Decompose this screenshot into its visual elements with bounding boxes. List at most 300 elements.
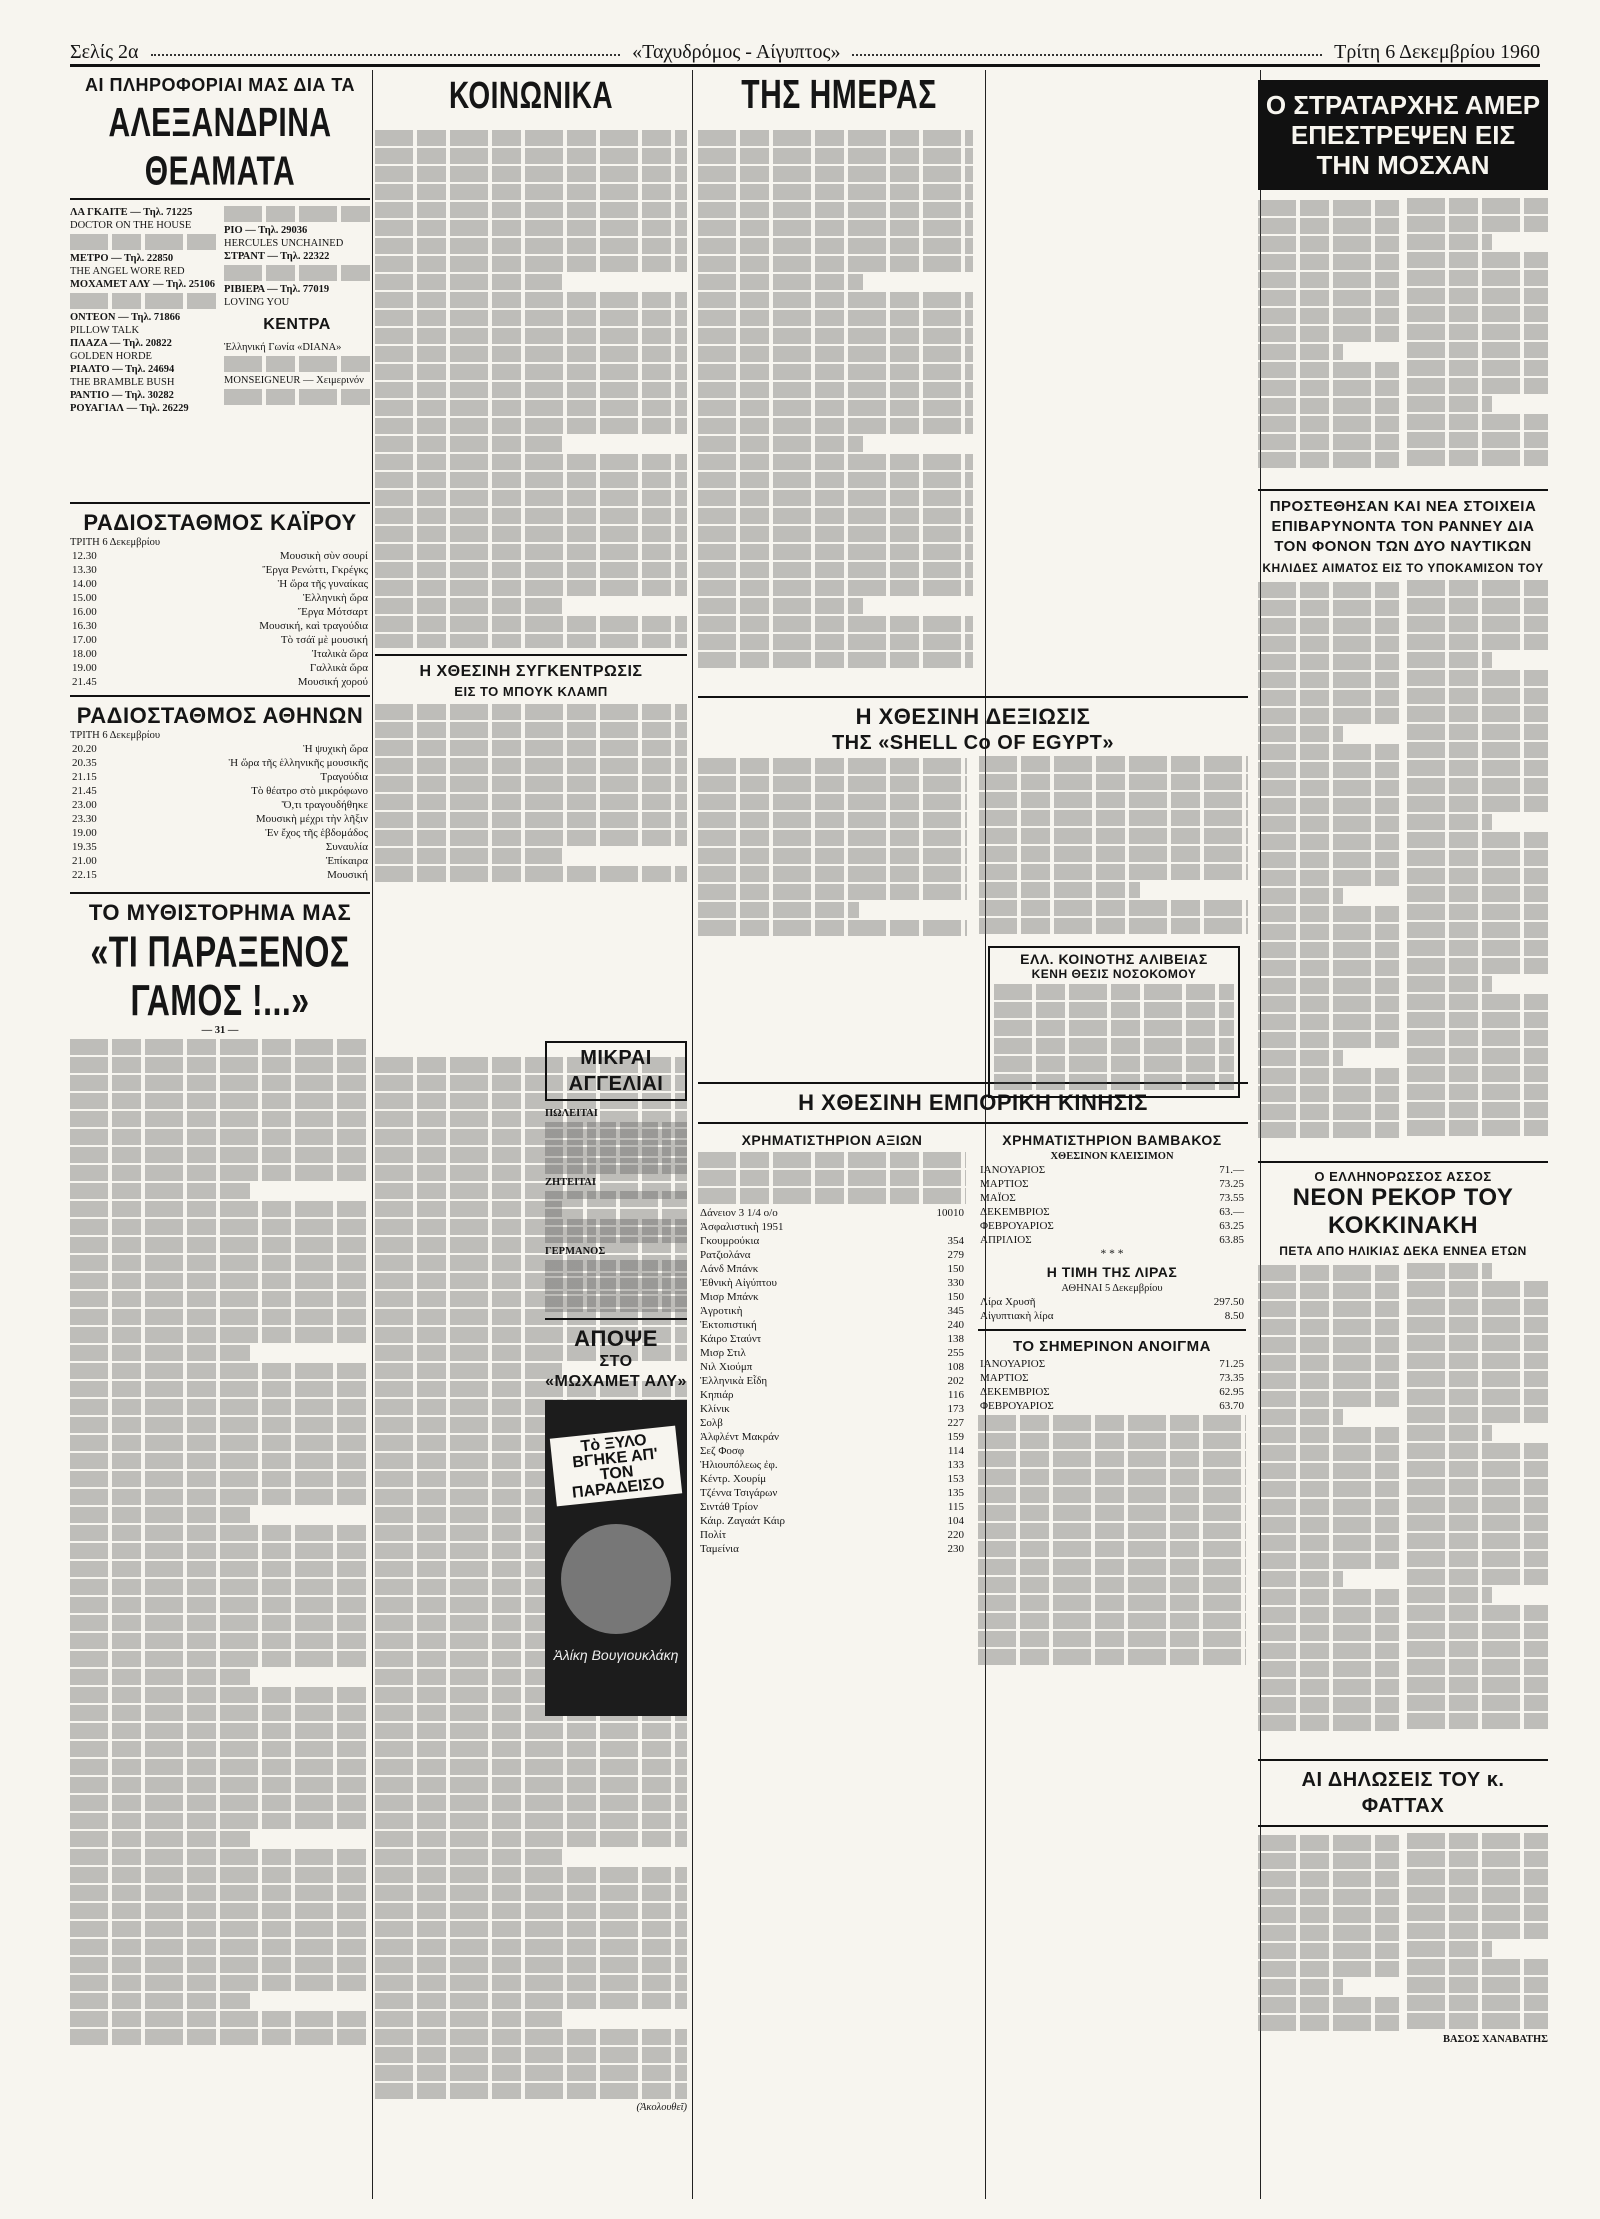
text-line bbox=[1407, 1299, 1548, 1315]
text-line bbox=[1407, 976, 1492, 992]
text-line bbox=[70, 1813, 370, 1829]
text-line bbox=[1258, 1481, 1399, 1497]
text-line bbox=[1407, 1869, 1548, 1885]
text-line bbox=[979, 756, 1248, 772]
text-line bbox=[1407, 1012, 1548, 1028]
table-cell: ΜΑΡΤΙΟΣ bbox=[980, 1178, 1029, 1190]
table-cell: Μισρ Στιλ bbox=[700, 1347, 746, 1359]
text-line bbox=[70, 1507, 250, 1523]
text-line bbox=[1258, 1355, 1399, 1371]
text-line bbox=[698, 812, 967, 828]
text-line bbox=[1258, 600, 1399, 616]
newspaper-name: «Ταχυδρόμος - Αίγυπτος» bbox=[632, 41, 841, 63]
table-cell: Ἡ ὥρα τῆς γυναίκας bbox=[277, 578, 368, 590]
table-cell: 116 bbox=[947, 1389, 964, 1401]
text-line bbox=[375, 454, 687, 470]
table-row bbox=[70, 647, 370, 661]
text-line bbox=[1407, 1353, 1548, 1369]
text-line bbox=[1258, 380, 1399, 396]
table-cell: ΑΠΡΙΛΙΟΣ bbox=[980, 1234, 1032, 1246]
ad-at: ΣΤΟ bbox=[599, 1353, 633, 1370]
text-line bbox=[1258, 1517, 1399, 1533]
text-line bbox=[70, 1975, 370, 1991]
text-line bbox=[979, 918, 1248, 934]
text-line bbox=[1258, 726, 1343, 742]
text-line bbox=[1258, 218, 1399, 234]
text-line bbox=[375, 130, 687, 146]
text-line bbox=[1407, 1641, 1548, 1657]
table-cell: ΜΑΡΤΙΟΣ bbox=[980, 1372, 1029, 1384]
text-line bbox=[1258, 416, 1399, 432]
text-line bbox=[1407, 360, 1548, 376]
text-line bbox=[1407, 1066, 1548, 1082]
shell-title: Η ΧΘΕΣΙΝΗ ΔΕΞΙΩΣΙΣ bbox=[855, 704, 1091, 729]
text-line bbox=[979, 810, 1248, 826]
ad-star: Ἀλίκη Βουγιουκλάκη bbox=[553, 1647, 679, 1663]
text-line bbox=[375, 866, 687, 882]
text-line bbox=[698, 274, 863, 290]
text-line bbox=[698, 920, 967, 936]
list-item: PILLOW TALK bbox=[70, 325, 140, 336]
table-cell: 19.00 bbox=[72, 827, 97, 839]
text-line bbox=[698, 776, 967, 792]
opening-title: ΤΟ ΣΗΜΕΡΙΝΟΝ ΑΝΟΙΓΜΑ bbox=[1012, 1338, 1212, 1355]
text-line bbox=[1258, 1979, 1343, 1995]
text-line bbox=[1407, 414, 1548, 430]
table-cell: Πολίτ bbox=[700, 1529, 727, 1541]
list-item: ΡΙΟ — Τηλ. 29036 bbox=[224, 225, 308, 236]
gathering-title: Η ΧΘΕΣΙΝΗ ΣΥΓΚΕΝΤΡΩΣΙΣ bbox=[419, 663, 643, 680]
text-line bbox=[1258, 1068, 1399, 1084]
text-line bbox=[1407, 706, 1548, 722]
text-line bbox=[1258, 1589, 1399, 1605]
radio-athens-title: ΡΑΔΙΟΣΤΑΘΜΟΣ ΑΘΗΝΩΝ bbox=[76, 703, 364, 728]
table-row bbox=[978, 1399, 1246, 1413]
text-line bbox=[70, 1183, 250, 1199]
table-cell: 21.00 bbox=[72, 855, 97, 867]
text-line bbox=[698, 130, 973, 146]
text-line bbox=[70, 1291, 370, 1307]
text-line bbox=[1258, 636, 1399, 652]
text-line bbox=[698, 292, 973, 308]
text-line bbox=[375, 238, 687, 254]
text-line bbox=[1407, 1533, 1548, 1549]
text-line bbox=[698, 866, 967, 882]
text-line bbox=[70, 1471, 370, 1487]
text-line bbox=[1407, 1389, 1548, 1405]
table-cell: 108 bbox=[947, 1361, 964, 1373]
table-row bbox=[70, 633, 370, 647]
table-cell: Ἰταλικὰ ὥρα bbox=[311, 648, 368, 660]
text-line bbox=[1258, 924, 1399, 940]
table-row bbox=[70, 770, 370, 784]
text-line bbox=[1407, 994, 1548, 1010]
text-line bbox=[1258, 1871, 1399, 1887]
radio-cairo-table bbox=[70, 549, 370, 689]
text-line bbox=[1407, 1030, 1548, 1046]
text-line bbox=[1258, 1835, 1399, 1851]
table-cell: Μουσική, καὶ τραγούδια bbox=[259, 620, 368, 632]
list-item: THE ANGEL WORE RED bbox=[70, 266, 185, 277]
classified-label: ΠΩΛΕΙΤΑΙ bbox=[545, 1108, 598, 1119]
kentra-title: ΚΕΝΤΡΑ bbox=[263, 316, 331, 333]
opening-table bbox=[978, 1357, 1246, 1413]
text-line bbox=[1407, 1605, 1548, 1621]
table-row bbox=[698, 1542, 966, 1556]
text-line bbox=[1258, 1571, 1343, 1587]
text-line bbox=[1258, 362, 1399, 378]
table-cell: 255 bbox=[947, 1347, 964, 1359]
text-line bbox=[70, 1489, 370, 1505]
text-line bbox=[70, 1399, 370, 1415]
entertainment-column bbox=[70, 72, 370, 2199]
text-line bbox=[375, 812, 687, 828]
text-line bbox=[1258, 1445, 1399, 1461]
text-line bbox=[375, 436, 562, 452]
text-line bbox=[1407, 580, 1548, 596]
text-line bbox=[1258, 1679, 1399, 1695]
text-line bbox=[698, 382, 973, 398]
text-line bbox=[70, 1525, 370, 1541]
text-line bbox=[1407, 1515, 1548, 1531]
list-item: ΡΑΝΤΙΟ — Τηλ. 30282 bbox=[70, 390, 174, 401]
text-line bbox=[1407, 1623, 1548, 1639]
text-line bbox=[70, 2011, 370, 2027]
cinema-list bbox=[70, 206, 370, 496]
list-item: DOCTOR ON THE HOUSE bbox=[70, 220, 192, 231]
text-line bbox=[698, 418, 973, 434]
table-row bbox=[698, 1304, 966, 1318]
text-line bbox=[1407, 1120, 1548, 1136]
table-cell: 220 bbox=[947, 1529, 964, 1541]
text-line bbox=[70, 1561, 370, 1577]
table-row bbox=[698, 1262, 966, 1276]
table-cell: 8.50 bbox=[1224, 1310, 1244, 1322]
text-line bbox=[1258, 1961, 1399, 1977]
text-line bbox=[375, 418, 687, 434]
text-line bbox=[1407, 1371, 1548, 1387]
text-line bbox=[375, 740, 687, 756]
table-cell: 202 bbox=[947, 1375, 964, 1387]
day-title: ΤΗΣ ΗΜΕΡΑΣ bbox=[741, 73, 937, 118]
table-cell: ΔΕΚΕΜΒΡΙΟΣ bbox=[980, 1386, 1050, 1398]
list-item: ΡΙΒΙΕΡΑ — Τηλ. 77019 bbox=[224, 284, 330, 295]
table-cell: Τραγούδια bbox=[320, 771, 368, 783]
text-line bbox=[375, 758, 687, 774]
table-row bbox=[698, 1486, 966, 1500]
table-cell: 138 bbox=[947, 1333, 964, 1345]
list-item: ΡΙΑΛΤΟ — Τηλ. 24694 bbox=[70, 364, 175, 375]
text-line bbox=[1407, 1587, 1492, 1603]
table-cell: 63.85 bbox=[1219, 1234, 1244, 1246]
table-cell: Κάιρ. Ζαγαάτ Κάιρ bbox=[700, 1515, 786, 1527]
table-cell: Ἐπίκαιρα bbox=[325, 855, 368, 867]
table-row bbox=[70, 675, 370, 689]
text-line bbox=[70, 1759, 370, 1775]
text-line bbox=[375, 544, 687, 560]
table-cell: 354 bbox=[947, 1235, 964, 1247]
table-row bbox=[70, 868, 370, 882]
text-line bbox=[1258, 1391, 1399, 1407]
table-cell: 73.25 bbox=[1219, 1178, 1244, 1190]
table-cell: 240 bbox=[947, 1319, 964, 1331]
text-line bbox=[1258, 690, 1399, 706]
text-line bbox=[1258, 942, 1399, 958]
text-line bbox=[375, 310, 687, 326]
text-line bbox=[70, 1849, 370, 1865]
text-line bbox=[1407, 742, 1548, 758]
text-line bbox=[698, 598, 863, 614]
text-line bbox=[1258, 996, 1399, 1012]
text-line bbox=[70, 1075, 370, 1091]
text-line bbox=[698, 848, 967, 864]
text-line bbox=[70, 1741, 370, 1757]
text-line bbox=[1258, 308, 1399, 324]
text-line bbox=[979, 774, 1248, 790]
table-cell: ΙΑΝΟΥΑΡΙΟΣ bbox=[980, 1164, 1046, 1176]
list-item: ΛΑ ΓΚΑΙΤΕ — Τηλ. 71225 bbox=[70, 207, 193, 218]
text-line bbox=[375, 634, 687, 648]
text-line bbox=[1258, 1409, 1343, 1425]
text-line bbox=[1407, 2013, 1548, 2029]
ad-tonight: ΑΠΟΨΕ bbox=[574, 1326, 658, 1351]
hospital-title: ΕΛΛ. ΚΟΙΝΟΤΗΣ ΑΛΙΒΕΙΑΣ bbox=[1020, 951, 1208, 967]
text-line bbox=[70, 1345, 250, 1361]
text-line bbox=[1407, 1551, 1548, 1567]
text-line bbox=[70, 1219, 370, 1235]
text-line bbox=[70, 1579, 370, 1595]
table-row bbox=[978, 1191, 1246, 1205]
table-cell: Τὸ θέατρο στὸ μικρόφωνο bbox=[251, 785, 368, 797]
text-line bbox=[1258, 744, 1399, 760]
table-cell: Γαλλικὰ ὥρα bbox=[309, 662, 368, 674]
table-row bbox=[978, 1357, 1246, 1371]
text-line bbox=[1258, 2015, 1399, 2031]
text-line bbox=[979, 864, 1248, 880]
table-row bbox=[698, 1234, 966, 1248]
text-line bbox=[698, 436, 863, 452]
commerce-title: Η ΧΘΕΣΙΝΗ ΕΜΠΟΡΙΚΗ ΚΙΝΗΣΙΣ bbox=[798, 1090, 1148, 1115]
text-line bbox=[375, 184, 687, 200]
table-cell: 18.00 bbox=[72, 648, 97, 660]
text-line bbox=[1258, 236, 1399, 252]
text-line bbox=[1258, 1427, 1399, 1443]
table-row bbox=[978, 1371, 1246, 1385]
table-row bbox=[70, 854, 370, 868]
table-cell: 230 bbox=[947, 1543, 964, 1555]
signature: ΒΑΣΟΣ ΧΑΝΑΒΑΤΗΣ bbox=[1442, 2034, 1548, 2045]
table-cell: 19.35 bbox=[72, 841, 97, 853]
text-line bbox=[1258, 888, 1343, 904]
text-line bbox=[70, 1255, 370, 1271]
stock-exchange bbox=[698, 1130, 966, 1667]
table-cell: 16.30 bbox=[72, 620, 97, 632]
text-line bbox=[70, 1939, 370, 1955]
text-line bbox=[1407, 1941, 1492, 1957]
table-row bbox=[698, 1416, 966, 1430]
text-line bbox=[1258, 1086, 1399, 1102]
radio-athens-table bbox=[70, 742, 370, 882]
table-cell: 14.00 bbox=[72, 578, 97, 590]
table-row bbox=[698, 1444, 966, 1458]
text-line bbox=[1258, 1265, 1399, 1281]
table-cell: 104 bbox=[947, 1515, 964, 1527]
text-line bbox=[70, 1543, 370, 1559]
text-line bbox=[70, 1057, 370, 1073]
table-row bbox=[978, 1233, 1246, 1247]
text-line bbox=[70, 1381, 370, 1397]
text-line bbox=[70, 1129, 370, 1145]
text-line bbox=[698, 220, 973, 236]
table-cell: Ἀλφλέντ Μακράν bbox=[700, 1431, 780, 1443]
text-line bbox=[979, 900, 1248, 916]
text-line bbox=[1258, 452, 1399, 468]
text-line bbox=[1407, 270, 1548, 286]
text-line bbox=[1258, 254, 1399, 270]
text-line bbox=[1258, 618, 1399, 634]
table-cell: Ἐθνικὴ Αἰγύπτου bbox=[700, 1277, 777, 1289]
text-line bbox=[1407, 1923, 1548, 1939]
list-item: HERCULES UNCHAINED bbox=[224, 238, 344, 249]
text-line bbox=[1258, 1553, 1399, 1569]
page-number: Σελίς 2α bbox=[70, 41, 139, 63]
text-line bbox=[375, 382, 687, 398]
text-line bbox=[70, 1363, 370, 1379]
table-cell: Ἀγροτικὴ bbox=[700, 1305, 743, 1317]
text-line bbox=[698, 758, 967, 774]
text-line bbox=[1407, 922, 1548, 938]
table-cell: 115 bbox=[947, 1501, 964, 1513]
table-cell: 173 bbox=[947, 1403, 964, 1415]
text-line bbox=[1258, 1661, 1399, 1677]
text-line bbox=[70, 1867, 370, 1883]
ad-film-title: Τὸ ΞΥΛΟ ΒΓΗΚΕ ΑΠ' ΤΟΝ ΠΑΡΑΔΕΙΣΟ bbox=[550, 1426, 682, 1507]
text-line bbox=[1407, 396, 1492, 412]
text-line bbox=[1258, 1337, 1399, 1353]
text-line bbox=[1407, 198, 1548, 214]
actress-photo bbox=[561, 1524, 671, 1634]
text-line bbox=[1407, 1497, 1548, 1513]
text-line bbox=[1258, 1301, 1399, 1317]
table-cell: 20.20 bbox=[72, 743, 97, 755]
text-line bbox=[698, 346, 973, 362]
table-row bbox=[698, 1514, 966, 1528]
text-line bbox=[1407, 616, 1548, 632]
text-line bbox=[70, 1273, 370, 1289]
text-line bbox=[1407, 1959, 1548, 1975]
text-line bbox=[375, 794, 687, 810]
ad-cinema: «ΜΩΧΑΜΕΤ ΑΛΥ» bbox=[545, 1373, 687, 1390]
text-line bbox=[375, 274, 562, 290]
text-line bbox=[70, 1327, 370, 1343]
text-line bbox=[1258, 434, 1399, 450]
section-kicker: ΑΙ ΠΛΗΡΟΦΟΡΙΑΙ ΜΑΣ ΔΙΑ ΤΑ bbox=[84, 75, 356, 95]
text-line bbox=[1258, 780, 1399, 796]
text-line bbox=[70, 2029, 370, 2045]
text-line bbox=[1258, 978, 1399, 994]
text-line bbox=[70, 1795, 370, 1811]
text-line bbox=[1258, 1373, 1399, 1389]
table-cell: Δάνειον 3 1/4 ο/ο bbox=[700, 1207, 778, 1219]
text-line bbox=[698, 148, 973, 164]
text-line bbox=[375, 562, 687, 578]
cotton-table bbox=[978, 1163, 1246, 1247]
classified-label: ΖΗΤΕΙΤΑΙ bbox=[545, 1177, 596, 1188]
table-row bbox=[70, 784, 370, 798]
text-line bbox=[70, 1165, 370, 1181]
table-row bbox=[70, 605, 370, 619]
table-cell: 71.— bbox=[1219, 1164, 1244, 1176]
text-line bbox=[1407, 450, 1548, 466]
text-line bbox=[1258, 816, 1399, 832]
text-line bbox=[1407, 1048, 1548, 1064]
amer-headline: Ο ΣΤΡΑΤΑΡΧΗΣ ΑΜΕΡ ΕΠΕΣΤΡΕΨΕΝ ΕΙΣ ΤΗΝ ΜΟΣΧΑΝ bbox=[1258, 80, 1548, 190]
text-line bbox=[375, 508, 687, 524]
radio-athens-day: ΤΡΙΤΗ 6 Δεκεμβρίου bbox=[70, 730, 161, 741]
table-row bbox=[698, 1332, 966, 1346]
text-line bbox=[1258, 1014, 1399, 1030]
list-item: MONSEIGNEUR — Χειμερινόν bbox=[224, 375, 364, 386]
classifieds-column bbox=[545, 1035, 687, 2035]
table-cell: Ὅ,τι τραγουδήθηκε bbox=[281, 799, 368, 811]
table-row bbox=[698, 1374, 966, 1388]
list-item: THE BRAMBLE BUSH bbox=[70, 377, 175, 388]
text-line bbox=[1258, 1625, 1399, 1641]
table-cell: ΦΕΒΡΟΥΑΡΙΟΣ bbox=[980, 1220, 1054, 1232]
list-item: ΜΕΤΡΟ — Τηλ. 22850 bbox=[70, 253, 174, 264]
table-cell: 21.45 bbox=[72, 785, 97, 797]
table-cell: 279 bbox=[947, 1249, 964, 1261]
text-line bbox=[1258, 1499, 1399, 1515]
text-line bbox=[70, 1885, 370, 1901]
serial-text bbox=[70, 1039, 370, 2045]
fattah-headline: ΑΙ ΔΗΛΩΣΕΙΣ ΤΟΥ κ. ΦΑΤΤΑΧ bbox=[1301, 1769, 1505, 1817]
text-line bbox=[70, 1147, 370, 1163]
table-cell: Συναυλία bbox=[325, 841, 368, 853]
table-cell: 23.00 bbox=[72, 799, 97, 811]
table-row bbox=[70, 563, 370, 577]
table-row bbox=[698, 1528, 966, 1542]
text-line bbox=[375, 722, 687, 738]
table-cell: 330 bbox=[947, 1277, 964, 1289]
text-line bbox=[1258, 1463, 1399, 1479]
table-cell: 62.95 bbox=[1219, 1386, 1244, 1398]
table-row bbox=[698, 1402, 966, 1416]
table-cell: 150 bbox=[947, 1263, 964, 1275]
issue-date: Τρίτη 6 Δεκεμβρίου 1960 bbox=[1334, 41, 1540, 63]
text-line bbox=[1407, 234, 1492, 250]
text-line bbox=[1258, 870, 1399, 886]
table-cell: 22.15 bbox=[72, 869, 97, 881]
table-cell: Ταμείνια bbox=[700, 1543, 739, 1555]
text-line bbox=[1258, 1104, 1399, 1120]
table-cell: 159 bbox=[947, 1431, 964, 1443]
table-cell: Ἡλιουπόλεως ἐφ. bbox=[700, 1459, 778, 1471]
cotton-subtitle: ΧΘΕΣΙΝΟΝ ΚΛΕΙΣΙΜΟΝ bbox=[1050, 1151, 1174, 1162]
table-row bbox=[698, 1290, 966, 1304]
page-header bbox=[70, 28, 1540, 67]
table-cell: Σεζ Φοσφ bbox=[700, 1445, 745, 1457]
classifieds-title: ΜΙΚΡΑΙ ΑΓΓΕΛΙΑΙ bbox=[568, 1047, 664, 1095]
text-line bbox=[698, 526, 973, 542]
text-line bbox=[979, 828, 1248, 844]
text-line bbox=[1407, 778, 1548, 794]
text-line bbox=[375, 472, 687, 488]
serial-continue-note: (Ἀκολουθεῖ) bbox=[636, 2102, 687, 2113]
text-line bbox=[70, 1237, 370, 1253]
text-line bbox=[1258, 1319, 1399, 1335]
text-line bbox=[70, 1777, 370, 1793]
